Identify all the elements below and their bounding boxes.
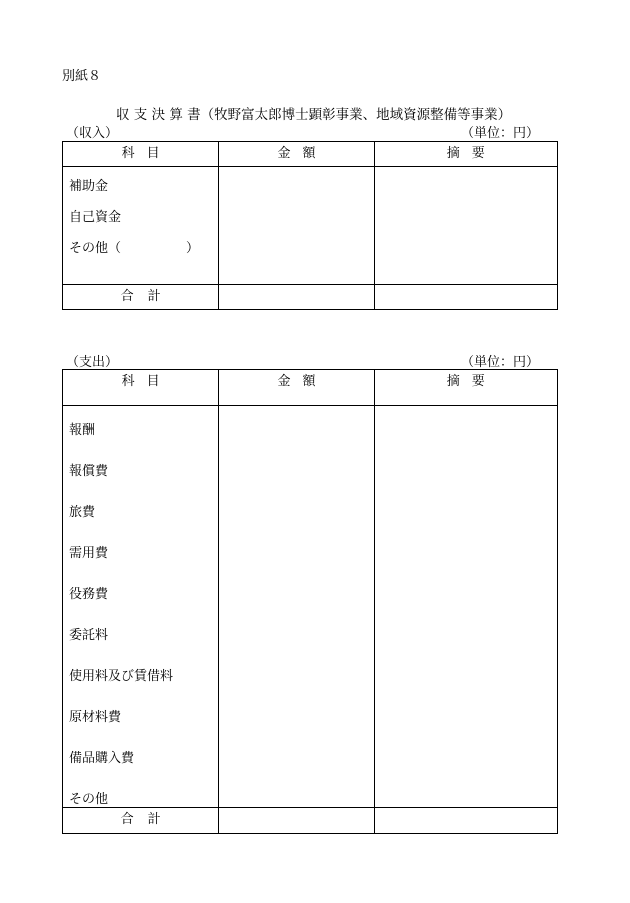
income-item-subsidy: 補助金 [69, 179, 109, 194]
expense-item-equipment: 備品購入費 [69, 751, 135, 766]
income-table [62, 141, 558, 310]
expense-item-rental: 使用料及び賃借料 [69, 669, 174, 684]
income-amount-cell [219, 167, 374, 285]
income-item-own-funds: 自己資金 [69, 210, 122, 225]
income-unit-label: （単位：円） [461, 126, 540, 141]
expense-total-label: 合計 [63, 808, 219, 834]
expense-item-travel: 旅費 [69, 505, 96, 520]
expense-amount-cell [219, 406, 374, 808]
income-total-row [63, 285, 558, 310]
expense-header-row [63, 370, 558, 406]
income-total-note [374, 285, 557, 310]
income-header-amount: 金額 [219, 142, 374, 167]
expense-unit-label: （単位：円） [461, 355, 540, 370]
expense-item-compensation: 報酬 [69, 423, 96, 438]
expense-total-row [63, 808, 558, 834]
expense-item-services: 役務費 [69, 587, 109, 602]
income-note-cell [374, 167, 557, 285]
expense-item-materials: 原材料費 [69, 710, 122, 725]
expense-total-amount [219, 808, 374, 834]
expense-item-honorarium: 報償費 [69, 464, 109, 479]
expense-header-amount: 金額 [219, 370, 374, 406]
expense-table [62, 369, 558, 834]
expense-note-cell [374, 406, 557, 808]
income-header-note: 摘要 [374, 142, 557, 167]
income-section-label: （収入） [66, 126, 119, 141]
income-item-other: その他（ ） [69, 241, 200, 256]
expense-total-note [374, 808, 557, 834]
expense-body-row [63, 406, 558, 808]
income-header-row [63, 142, 558, 167]
income-items-cell [63, 167, 219, 285]
expense-item-other: その他 [69, 792, 109, 807]
expense-header-item: 科目 [63, 370, 219, 406]
income-header-item: 科目 [63, 142, 219, 167]
income-total-label: 合計 [63, 285, 219, 310]
income-body-row [63, 167, 558, 285]
expense-header-note: 摘要 [374, 370, 557, 406]
expense-item-outsourcing: 委託料 [69, 628, 109, 643]
document-title: 収 支 決 算 書（牧野富太郎博士顕彰事業、地域資源整備等事業） [116, 107, 512, 123]
expense-section-label: （支出） [66, 355, 119, 370]
expense-item-supplies: 需用費 [69, 546, 109, 561]
expense-items-cell [63, 406, 219, 808]
income-total-amount [219, 285, 374, 310]
attachment-label: 別紙８ [62, 69, 102, 84]
